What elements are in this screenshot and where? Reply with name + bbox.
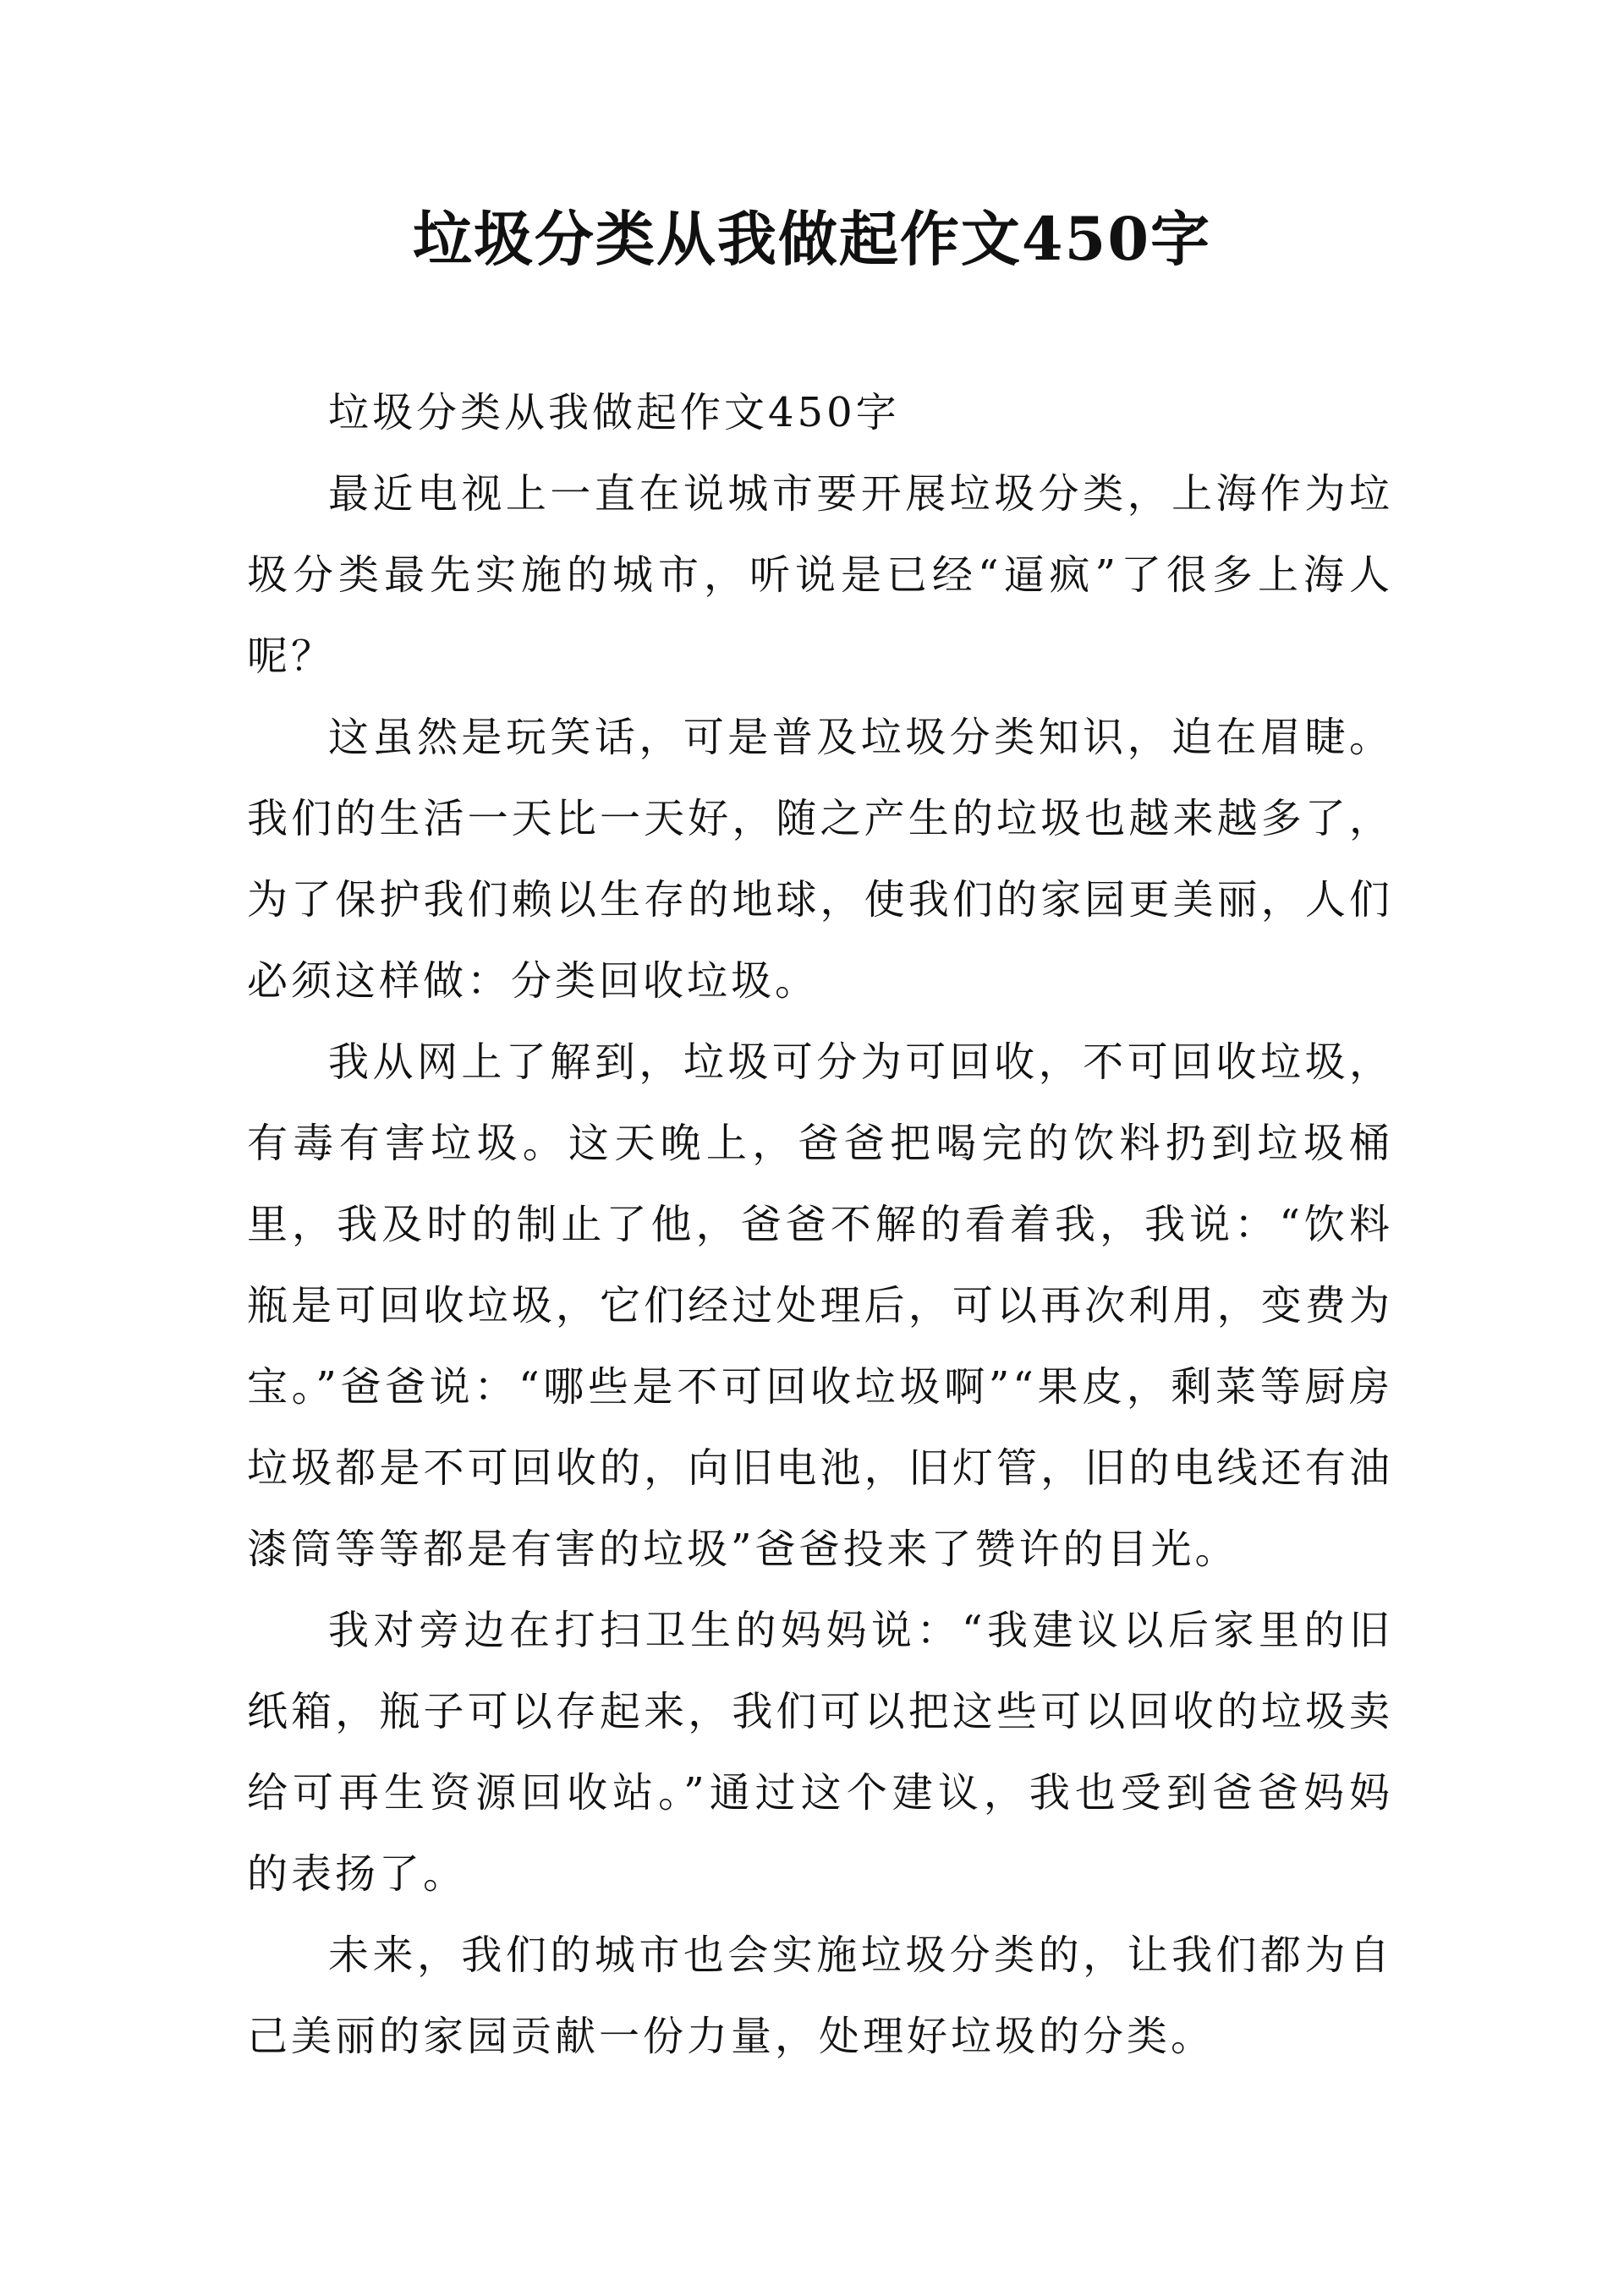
document-subtitle: 垃圾分类从我做起作文450字	[328, 389, 900, 436]
document-body	[247, 372, 1393, 2077]
paragraph-3: 我从网上了解到，垃圾可分为可回收，不可回收垃圾，有毒有害垃圾。这天晚上，爸爸把喝完的饮料扔到垃圾桶里，我及时的制止了他，爸爸不解的看着我，我说：“饮料瓶是可回收垃圾，它们经过处理后，可以再次利用，变费为宝。”爸爸说：“哪些是不可回收垃圾啊”“果皮，剩菜等厨房垃圾都是不可回收的，向旧电池，旧灯管，旧的电线还有油漆筒等等都是有害的垃圾”爸爸投来了赞许的目光。	[247, 1038, 1393, 1573]
page-title: 垃圾分类从我做起作文450字	[412, 204, 1212, 274]
paragraph-1: 最近电视上一直在说城市要开展垃圾分类，上海作为垃圾分类最先实施的城市，听说是已经“逼疯”了很多上海人呢？	[247, 470, 1393, 680]
paragraph-5: 未来，我们的城市也会实施垃圾分类的，让我们都为自己美丽的家园贡献一份力量，处理好垃圾的分类。	[247, 1932, 1393, 2060]
paragraph-2: 这虽然是玩笑话，可是普及垃圾分类知识，迫在眉睫。我们的生活一天比一天好，随之产生的垃圾也越来越多了，为了保护我们赖以生存的地球，使我们的家园更美丽，人们必须这样做：分类回收垃圾。	[247, 714, 1393, 1005]
paragraph-4: 我对旁边在打扫卫生的妈妈说：“我建议以后家里的旧纸箱，瓶子可以存起来，我们可以把这些可以回收的垃圾卖给可再生资源回收站。”通过这个建议，我也受到爸爸妈妈的表扬了。	[247, 1607, 1393, 1898]
